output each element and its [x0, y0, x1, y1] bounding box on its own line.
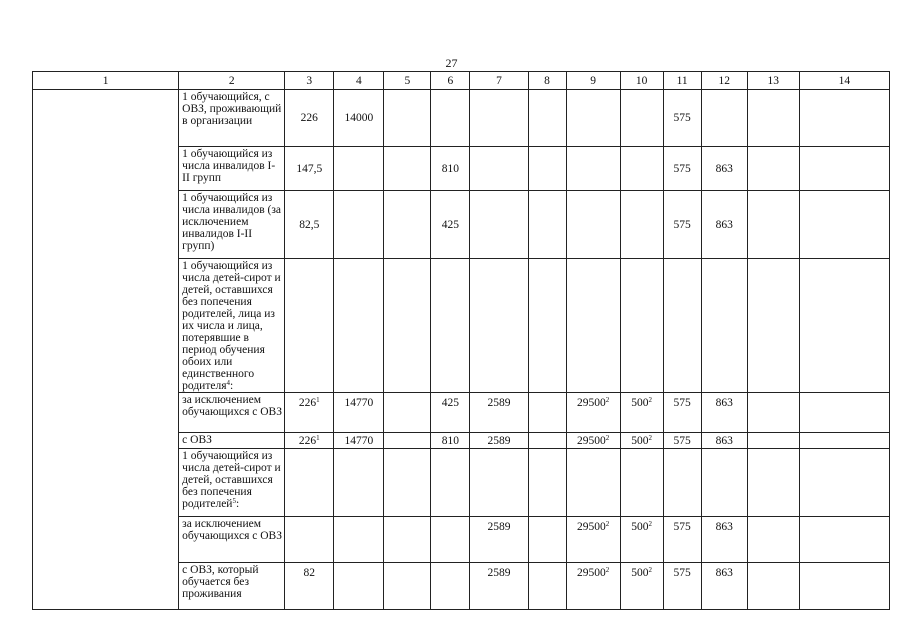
page-number: 27: [445, 56, 458, 70]
cell-col3: [285, 393, 334, 433]
cell-col8: [528, 147, 566, 191]
cell-value: 226: [298, 397, 317, 409]
cell-col5: [384, 259, 431, 393]
cell-col14: [799, 90, 889, 147]
header-cell: 11: [663, 72, 701, 90]
cell-col10: [620, 393, 663, 433]
cell-col7: [470, 147, 528, 191]
footnote-mark: 2: [648, 566, 652, 574]
header-cell: 7: [470, 72, 528, 90]
cell-col9: [566, 449, 620, 517]
cell-value: 1 обучающийся из числа детей-сирот и детей, оставшихся без попечения родителей, лица из их числа и лица, потерявшие в период обучения обоих или единственного родителя: [182, 260, 281, 392]
cell-col9: [566, 433, 620, 449]
footnote-mark: 4: [226, 379, 230, 387]
header-cell: 13: [747, 72, 799, 90]
cell-value: 500: [631, 397, 649, 409]
cell-col7: 2589: [470, 433, 528, 449]
footnote-mark: 1: [316, 396, 320, 404]
cell-col10: [620, 191, 663, 259]
cell-col6: [431, 259, 470, 393]
cell-col9: [566, 563, 620, 610]
cell-col12: [701, 259, 747, 393]
cell-col11: [663, 259, 701, 393]
cell-col7: 2589: [470, 393, 528, 433]
cell-col3: [285, 517, 334, 563]
cell-col7: [470, 90, 528, 147]
cell-col11: 575: [663, 90, 701, 147]
cell-col6: 425: [431, 191, 470, 259]
cell-value: :: [230, 380, 234, 392]
cell-col10: [620, 259, 663, 393]
cell-col9: [566, 393, 620, 433]
cell-col10: [620, 517, 663, 563]
cell-col8: [528, 449, 566, 517]
cell-value: 1 обучающийся из числа детей-сирот и детей, оставшихся без попечения родителей: [182, 450, 281, 510]
footnote-mark: 2: [605, 520, 610, 528]
row-label: за исключением обучающихся с ОВЗ: [179, 393, 285, 433]
data-table: [32, 71, 890, 610]
cell-col4: [334, 449, 384, 517]
cell-col8: [528, 393, 566, 433]
cell-col4: [334, 563, 384, 610]
cell-value: :: [235, 498, 240, 510]
cell-col11: 575: [663, 191, 701, 259]
cell-value: 29500: [576, 397, 606, 409]
cell-col6: [431, 449, 470, 517]
cell-col6: [431, 517, 470, 563]
row-label: [179, 259, 285, 393]
cell-col14: [799, 517, 889, 563]
cell-value: 226: [300, 112, 318, 124]
table-row: [33, 90, 890, 147]
cell-col7: 2589: [470, 563, 528, 610]
cell-col13: [747, 147, 799, 191]
cell-col7: 2589: [470, 517, 528, 563]
cell-col14: [799, 433, 889, 449]
cell-col10: [620, 433, 663, 449]
cell-col4: [334, 259, 384, 393]
cell-col12: 863: [701, 393, 747, 433]
cell-col6: [431, 563, 470, 610]
cell-col14: [799, 393, 889, 433]
cell-value: 82: [303, 567, 316, 579]
cell-col12: [701, 90, 747, 147]
cell-col5: [384, 433, 431, 449]
cell-col13: [747, 90, 799, 147]
cell-col10: [620, 90, 663, 147]
cell-col9: [566, 147, 620, 191]
cell-col8: [528, 259, 566, 393]
header-cell: 12: [701, 72, 747, 90]
cell-value: 226: [298, 434, 317, 447]
col1-merged-cell: [33, 90, 179, 610]
header-cell: 8: [528, 72, 566, 90]
cell-col11: 575: [663, 433, 701, 449]
footnote-mark: 2: [648, 396, 652, 404]
cell-col6: 810: [431, 147, 470, 191]
header-row: [33, 72, 890, 90]
cell-col3: [285, 563, 334, 610]
footnote-mark: 2: [605, 433, 610, 442]
cell-col14: [799, 191, 889, 259]
cell-col3: [285, 259, 334, 393]
cell-col9: [566, 191, 620, 259]
cell-col7: [470, 449, 528, 517]
row-label: с ОВЗ, который обучается без проживания: [179, 563, 285, 610]
cell-value: 147,5: [296, 162, 323, 175]
cell-col5: [384, 563, 431, 610]
cell-col11: 575: [663, 147, 701, 191]
cell-col8: [528, 433, 566, 449]
cell-col13: [747, 259, 799, 393]
cell-col3: [285, 449, 334, 517]
cell-col14: [799, 449, 889, 517]
cell-col5: [384, 90, 431, 147]
cell-col13: [747, 517, 799, 563]
cell-col6: 810: [431, 433, 470, 449]
row-label: [179, 449, 285, 517]
cell-col6: [431, 90, 470, 147]
header-cell: 3: [285, 72, 334, 90]
row-label: с ОВЗ: [179, 433, 285, 449]
cell-col10: [620, 449, 663, 517]
cell-col12: [701, 449, 747, 517]
cell-col5: [384, 191, 431, 259]
cell-value: 29500: [576, 521, 606, 533]
cell-col3: [285, 433, 334, 449]
cell-col12: 863: [701, 147, 747, 191]
header-cell: 2: [179, 72, 285, 90]
cell-col4: 14770: [334, 433, 384, 449]
cell-col12: 863: [701, 563, 747, 610]
cell-col12: 863: [701, 191, 747, 259]
cell-col8: [528, 563, 566, 610]
cell-col12: 863: [701, 517, 747, 563]
cell-col12: 863: [701, 433, 747, 449]
cell-col13: [747, 449, 799, 517]
cell-col13: [747, 191, 799, 259]
cell-col9: [566, 90, 620, 147]
row-label: 1 обучающийся, с ОВЗ, проживающий в организации: [179, 90, 285, 147]
cell-col11: 575: [663, 517, 701, 563]
cell-col9: [566, 517, 620, 563]
cell-col14: [799, 563, 889, 610]
cell-col13: [747, 393, 799, 433]
row-label: 1 обучающийся из числа инвалидов (за исключением инвалидов I-II групп): [179, 191, 285, 259]
cell-col8: [528, 90, 566, 147]
cell-col4: [334, 517, 384, 563]
cell-col8: [528, 191, 566, 259]
header-cell: 1: [33, 72, 179, 90]
header-cell: 9: [566, 72, 620, 90]
cell-value: 500: [631, 434, 649, 447]
cell-col13: [747, 563, 799, 610]
cell-col4: [334, 191, 384, 259]
header-cell: 5: [384, 72, 431, 90]
cell-col11: 575: [663, 563, 701, 610]
row-label: 1 обучающийся из числа инвалидов I-II групп: [179, 147, 285, 191]
cell-col7: [470, 259, 528, 393]
header-cell: 14: [799, 72, 889, 90]
cell-col14: [799, 147, 889, 191]
cell-col10: [620, 563, 663, 610]
cell-col4: [334, 147, 384, 191]
cell-col4: 14770: [334, 393, 384, 433]
header-cell: 10: [620, 72, 663, 90]
footnote-mark: 2: [605, 566, 610, 574]
row-label: за исключением обучающихся с ОВЗ: [179, 517, 285, 563]
cell-col5: [384, 147, 431, 191]
cell-col3: [285, 90, 334, 147]
footnote-mark: 5: [232, 497, 236, 505]
cell-col14: [799, 259, 889, 393]
cell-value: 29500: [576, 567, 606, 579]
cell-col10: [620, 147, 663, 191]
footnote-mark: 2: [648, 520, 652, 528]
footnote-mark: 2: [605, 396, 610, 404]
cell-value: 82,5: [299, 218, 320, 231]
cell-col3: [285, 191, 334, 259]
cell-col11: [663, 449, 701, 517]
cell-value: 500: [631, 521, 649, 533]
cell-value: 500: [631, 567, 649, 579]
footnote-mark: 2: [648, 433, 652, 442]
header-cell: 4: [334, 72, 384, 90]
cell-col6: 425: [431, 393, 470, 433]
header-cell: 6: [431, 72, 470, 90]
cell-col11: 575: [663, 393, 701, 433]
footnote-mark: 1: [316, 433, 320, 442]
cell-col4: 14000: [334, 90, 384, 147]
cell-col5: [384, 393, 431, 433]
cell-value: 29500: [576, 434, 606, 447]
cell-col5: [384, 517, 431, 563]
cell-col8: [528, 517, 566, 563]
cell-col13: [747, 433, 799, 449]
cell-col9: [566, 259, 620, 393]
cell-col7: [470, 191, 528, 259]
cell-col3: [285, 147, 334, 191]
cell-col5: [384, 449, 431, 517]
